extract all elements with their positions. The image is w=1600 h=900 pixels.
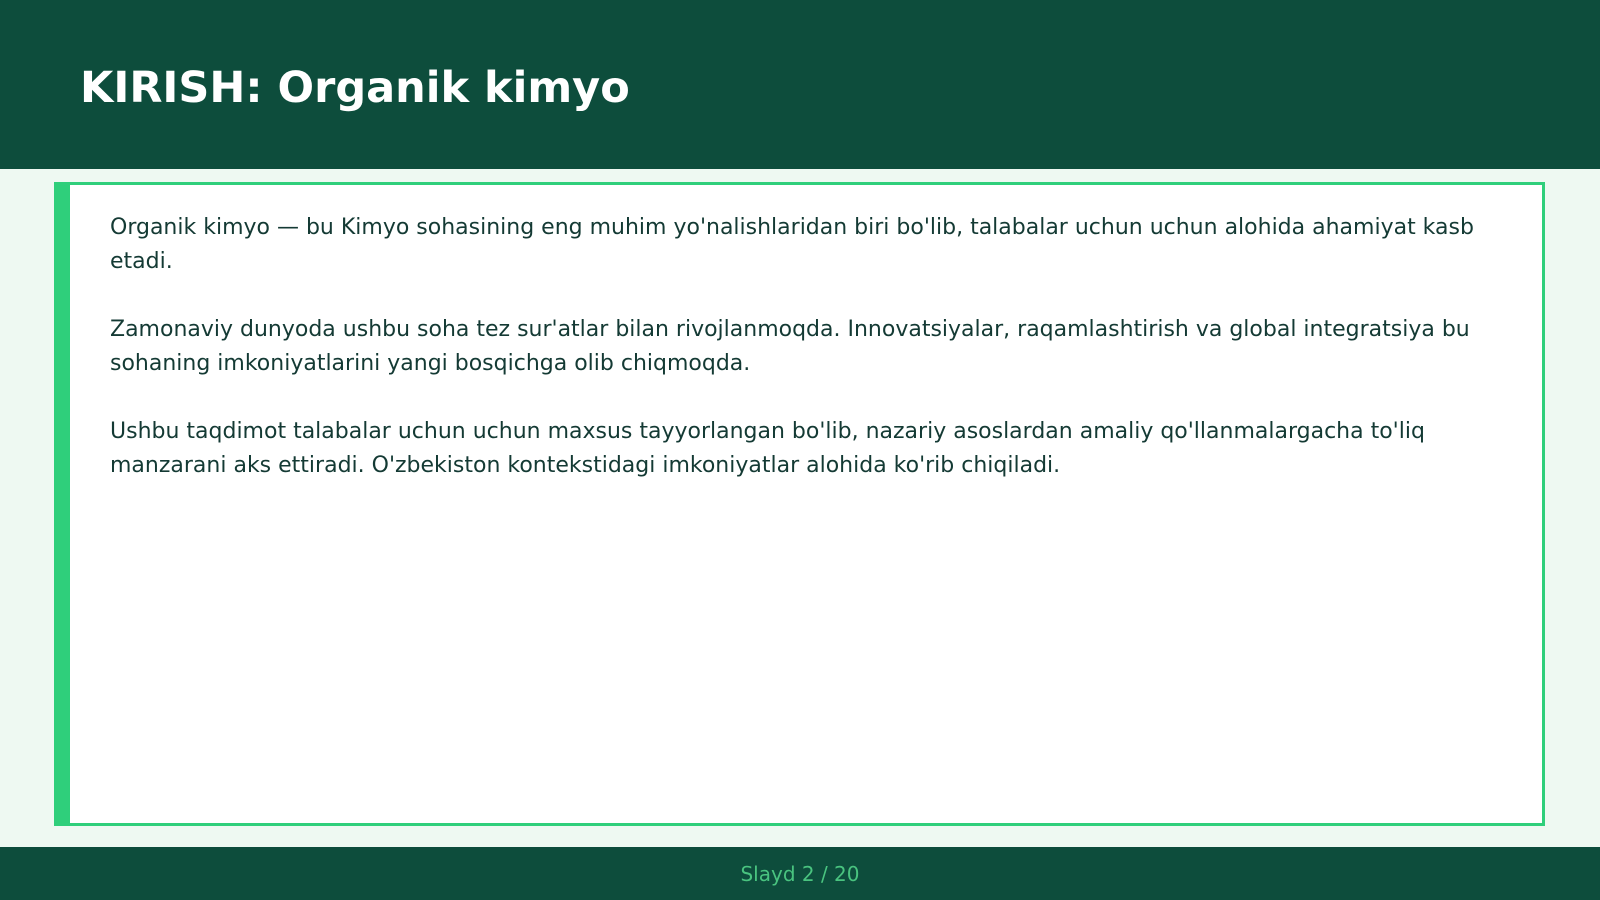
slide-footer (0, 847, 1600, 900)
slide-header (0, 0, 1600, 169)
content-card (54, 182, 1545, 826)
slide-title: KIRISH: Organik kimyo (80, 63, 630, 113)
presentation-scope-paragraph: Ushbu taqdimot talabalar uchun uchun maxsus tayyorlangan bo'lib, nazariy asoslardan amaliy qo'llanmalargacha to'liq manzarani aks ettiradi. O'zbekiston kontekstidagi imkoniyatlar alohida ko'rib chiqiladi. (110, 419, 1425, 478)
intro-paragraph: Organik kimyo — bu Kimyo sohasining eng muhim yo'nalishlaridan biri bo'lib, talabalar uchun uchun alohida ahamiyat kasb etadi. (110, 215, 1474, 274)
modern-world-paragraph: Zamonaviy dunyoda ushbu soha tez sur'atlar bilan rivojlanmoqda. Innovatsiyalar, raqamlashtirish va global integratsiya bu sohaning imkoniyatlarini yangi bosqichga olib chiqmoqda. (110, 317, 1470, 376)
slide-number: Slayd 2 / 20 (740, 862, 860, 886)
content-body (110, 211, 1510, 517)
